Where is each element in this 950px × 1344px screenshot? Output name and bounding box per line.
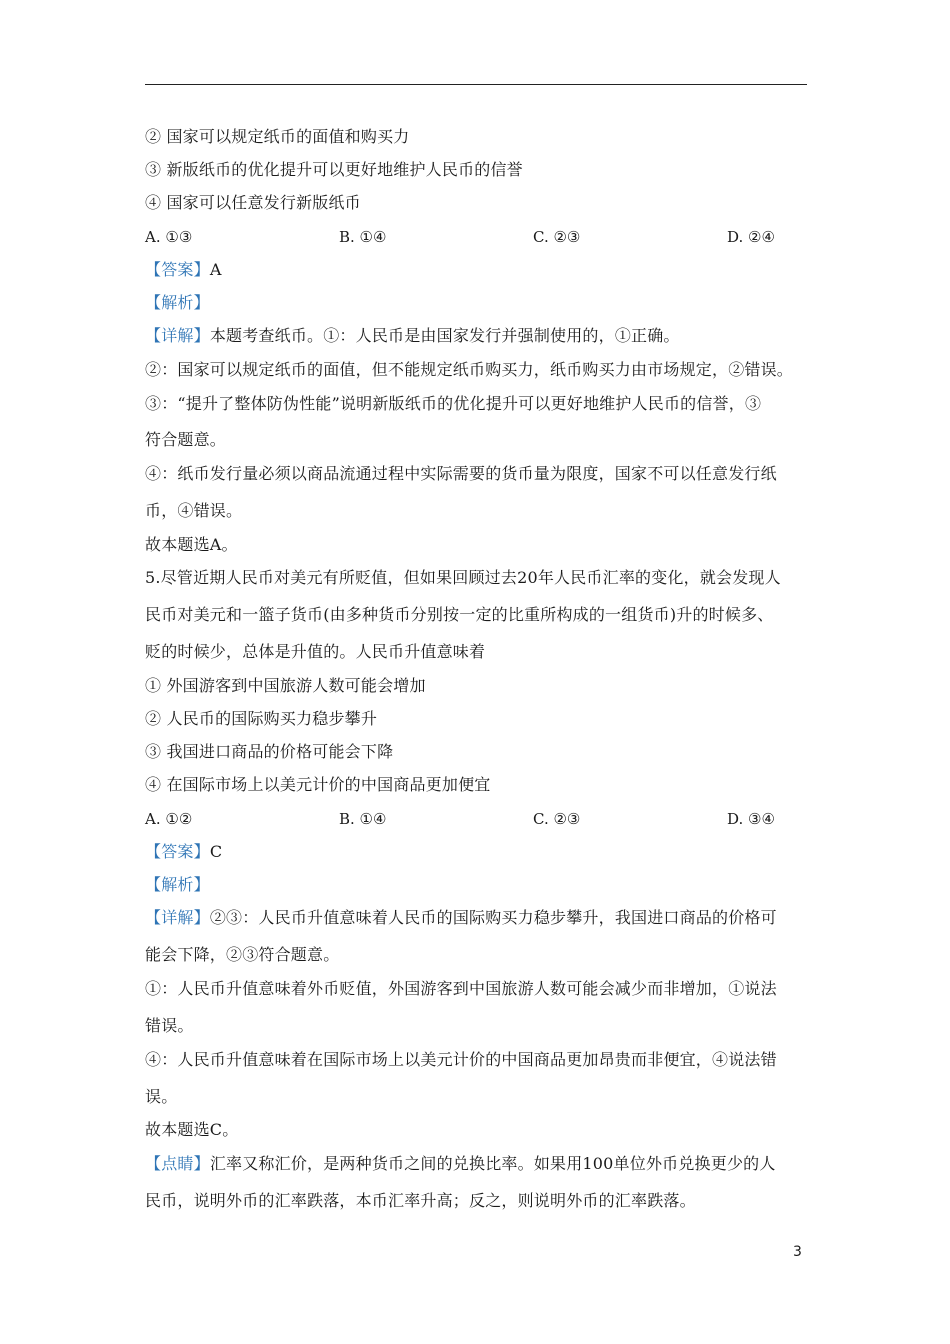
q4-detail-line xyxy=(145,326,680,346)
q5-statement-1: ① 外国游客到中国旅游人数可能会增加 xyxy=(145,676,426,695)
q5-conclusion: 故本题选C。 xyxy=(145,1120,239,1139)
q4-detail-line: 符合题意。 xyxy=(145,430,227,449)
q4-option-a: A. ①③ xyxy=(145,228,193,246)
point-tag: 【点睛】 xyxy=(145,1154,210,1173)
q4-option-c: C. ②③ xyxy=(533,228,581,246)
q5-stem-line: 5.尽管近期人民币对美元有所贬值，但如果回顾过去20年人民币汇率的变化，就会发现人 xyxy=(145,568,781,587)
q5-detail-line: 误。 xyxy=(145,1087,178,1106)
q4-statement-2: ② 国家可以规定纸币的面值和购买力 xyxy=(145,127,410,146)
q5-statement-4: ④ 在国际市场上以美元计价的中国商品更加便宜 xyxy=(145,775,491,794)
detail-tag: 【详解】 xyxy=(145,908,210,927)
page-number: 3 xyxy=(793,1244,802,1260)
q5-detail-line: 错误。 xyxy=(145,1016,194,1035)
q5-statement-2: ② 人民币的国际购买力稳步攀升 xyxy=(145,709,378,728)
q5-option-c: C. ②③ xyxy=(533,810,581,828)
q5-option-d: D. ③④ xyxy=(727,810,775,828)
q4-analysis-heading xyxy=(145,293,210,313)
q4-detail-line: 币，④错误。 xyxy=(145,501,243,520)
q4-detail-line: ②：国家可以规定纸币的面值，但不能规定纸币购买力，纸币购买力由市场规定，②错误。 xyxy=(145,360,794,379)
q5-point-line: 民币，说明外币的汇率跌落，本币汇率升高；反之，则说明外币的汇率跌落。 xyxy=(145,1191,696,1210)
q4-conclusion: 故本题选A。 xyxy=(145,535,238,554)
q4-detail-line: ④：纸币发行量必须以商品流通过程中实际需要的货币量为限度，国家不可以任意发行纸 xyxy=(145,464,777,483)
q5-detail-line: ①：人民币升值意味着外币贬值，外国游客到中国旅游人数可能会减少而非增加，①说法 xyxy=(145,979,777,998)
header-rule xyxy=(145,84,807,85)
answer-value: A xyxy=(209,260,222,279)
q4-statement-4: ④ 国家可以任意发行新版纸币 xyxy=(145,193,361,212)
detail-tag: 【详解】 xyxy=(145,326,210,345)
detail-text: 本题考查纸币。①：人民币是由国家发行并强制使用的，①正确。 xyxy=(209,326,680,345)
q5-option-a: A. ①② xyxy=(145,810,193,828)
q5-statement-3: ③ 我国进口商品的价格可能会下降 xyxy=(145,742,394,761)
q5-analysis-heading xyxy=(145,875,210,895)
q5-detail-line: ④：人民币升值意味着在国际市场上以美元计价的中国商品更加昂贵而非便宜，④说法错 xyxy=(145,1050,777,1069)
q5-detail-line: 能会下降，②③符合题意。 xyxy=(145,945,340,964)
q4-answer xyxy=(145,260,222,280)
q4-option-b: B. ①④ xyxy=(339,228,387,246)
q5-stem-line: 贬的时候少，总体是升值的。人民币升值意味着 xyxy=(145,642,486,661)
q5-option-b: B. ①④ xyxy=(339,810,387,828)
q5-stem-line: 民币对美元和一篮子货币(由多种货币分别按一定的比重所构成的一组货币)升的时候多、 xyxy=(145,605,774,624)
point-text: 汇率又称汇价，是两种货币之间的兑换比率。如果用100单位外币兑换更少的人 xyxy=(209,1154,776,1173)
q5-detail-line xyxy=(145,908,777,928)
analysis-tag: 【解析】 xyxy=(145,875,210,894)
analysis-tag: 【解析】 xyxy=(145,293,210,312)
answer-value: C xyxy=(209,842,223,861)
q4-statement-3: ③ 新版纸币的优化提升可以更好地维护人民币的信誉 xyxy=(145,160,523,179)
q4-detail-line: ③：“提升了整体防伪性能”说明新版纸币的优化提升可以更好地维护人民币的信誉，③ xyxy=(145,394,762,413)
detail-text: ②③：人民币升值意味着人民币的国际购买力稳步攀升，我国进口商品的价格可 xyxy=(209,908,777,927)
answer-tag: 【答案】 xyxy=(145,842,210,861)
q5-answer xyxy=(145,842,222,862)
answer-tag: 【答案】 xyxy=(145,260,210,279)
q4-option-d: D. ②④ xyxy=(727,228,775,246)
q5-point-line xyxy=(145,1154,776,1174)
